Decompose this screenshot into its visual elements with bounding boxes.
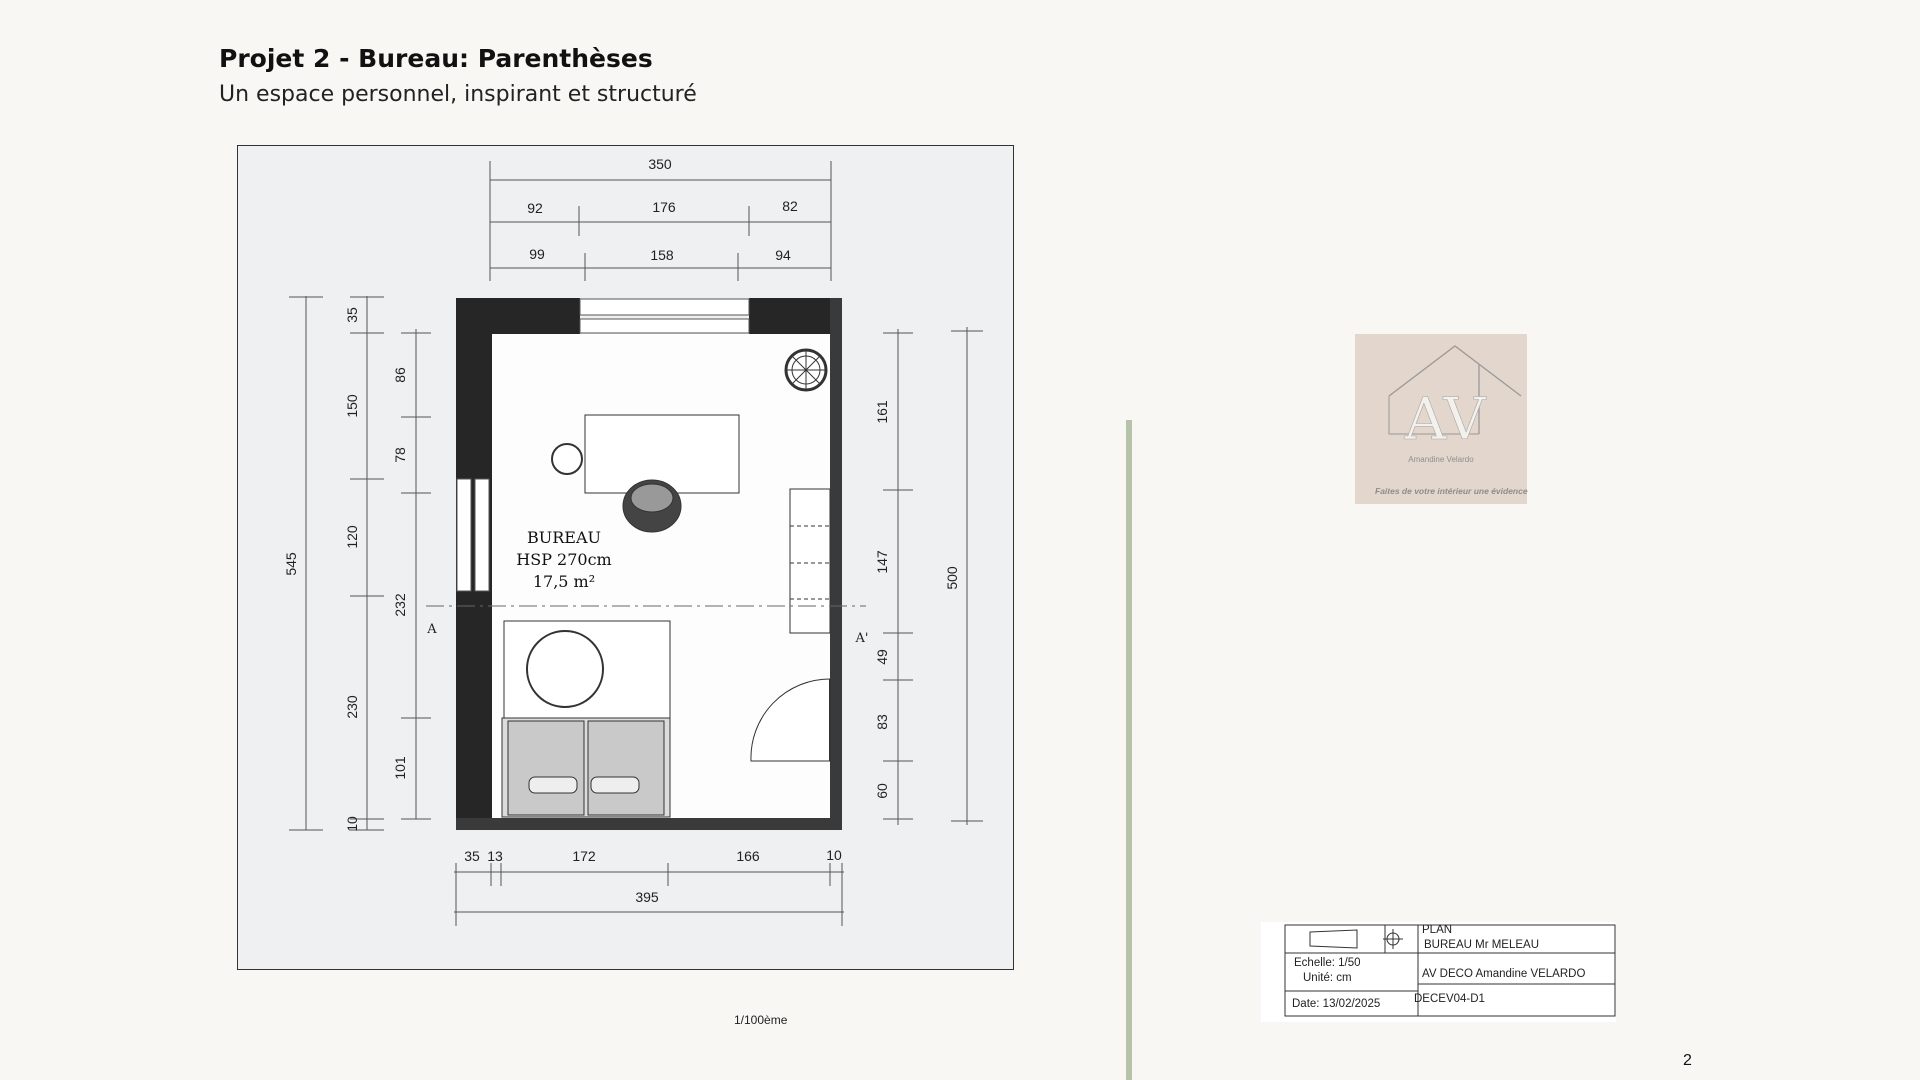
title-block-plan-name: BUREAU Mr MELEAU — [1424, 939, 1540, 951]
brand-logo — [1355, 334, 1527, 504]
logo-tagline: Faites de votre intérieur une évidence — [1375, 486, 1528, 496]
page-subtitle: Un espace personnel, inspirant et structuré — [219, 82, 697, 107]
projection-cone-icon — [1310, 930, 1357, 948]
title-block-author: AV DECO Amandine VELARDO — [1422, 968, 1586, 980]
dim-bottom-total: 395 — [635, 889, 659, 905]
dim-left-inner: 101 — [392, 756, 408, 780]
dim-top-total: 350 — [648, 156, 672, 172]
dim-right-inner: 147 — [874, 550, 890, 574]
section-mark-right: A' — [855, 631, 869, 646]
dim-left-mid: 120 — [344, 525, 360, 549]
page-number: 2 — [1683, 1052, 1692, 1069]
scale-note: 1/100ème — [734, 1013, 788, 1027]
dim-left-inner: 232 — [392, 593, 408, 617]
dim-left-mid: 35 — [344, 307, 360, 323]
logo-monogram: AV — [1404, 385, 1486, 453]
dim-top-row2: 158 — [650, 247, 674, 263]
dim-bottom-row1: 10 — [826, 847, 842, 863]
dim-right-inner: 60 — [874, 783, 890, 799]
floor-plan-drawing — [238, 146, 1015, 971]
dim-bottom-row1: 13 — [487, 848, 503, 864]
dim-top-row1: 176 — [652, 199, 676, 215]
title-block-reference: DECEV04-D1 — [1414, 993, 1485, 1005]
dim-right-inner: 161 — [874, 400, 890, 424]
dim-left-mid: 10 — [344, 816, 360, 832]
dim-left-mid: 150 — [344, 394, 360, 418]
dim-left-inner: 78 — [392, 447, 408, 463]
room-area: 17,5 m² — [532, 572, 596, 591]
dim-left-mid: 230 — [344, 695, 360, 719]
dim-top-row2: 94 — [775, 247, 791, 263]
dim-top-row1: 82 — [782, 198, 798, 214]
room-height: HSP 270cm — [516, 550, 612, 569]
house-outline-icon — [1355, 334, 1527, 504]
section-mark-left: A — [427, 622, 437, 637]
room-name: BUREAU — [526, 528, 602, 547]
dim-left-outer: 545 — [283, 552, 299, 576]
dim-bottom-row1: 35 — [464, 848, 480, 864]
title-block-scale: Echelle: 1/50 — [1294, 957, 1361, 969]
title-block-unit: Unité: cm — [1303, 972, 1352, 984]
projection-circle-icon — [1383, 929, 1403, 949]
title-block — [1261, 922, 1616, 1022]
dim-top-row2: 99 — [529, 246, 545, 262]
dim-top-row1: 92 — [527, 200, 543, 216]
floor-plan — [237, 145, 1014, 970]
title-block-date: Date: 13/02/2025 — [1292, 998, 1381, 1010]
page-title: Projet 2 - Bureau: Parenthèses — [219, 44, 653, 73]
dim-bottom-row1: 166 — [736, 848, 760, 864]
dim-left-inner: 86 — [392, 367, 408, 383]
dim-right-inner: 83 — [874, 714, 890, 730]
dim-right-outer: 500 — [944, 566, 960, 590]
title-block-plan-label: PLAN — [1422, 924, 1453, 936]
dim-bottom-row1: 172 — [572, 848, 596, 864]
dim-right-inner: 49 — [874, 649, 890, 665]
logo-brand-name: Amandine Velardo — [1408, 455, 1474, 464]
vertical-divider — [1126, 420, 1132, 1080]
